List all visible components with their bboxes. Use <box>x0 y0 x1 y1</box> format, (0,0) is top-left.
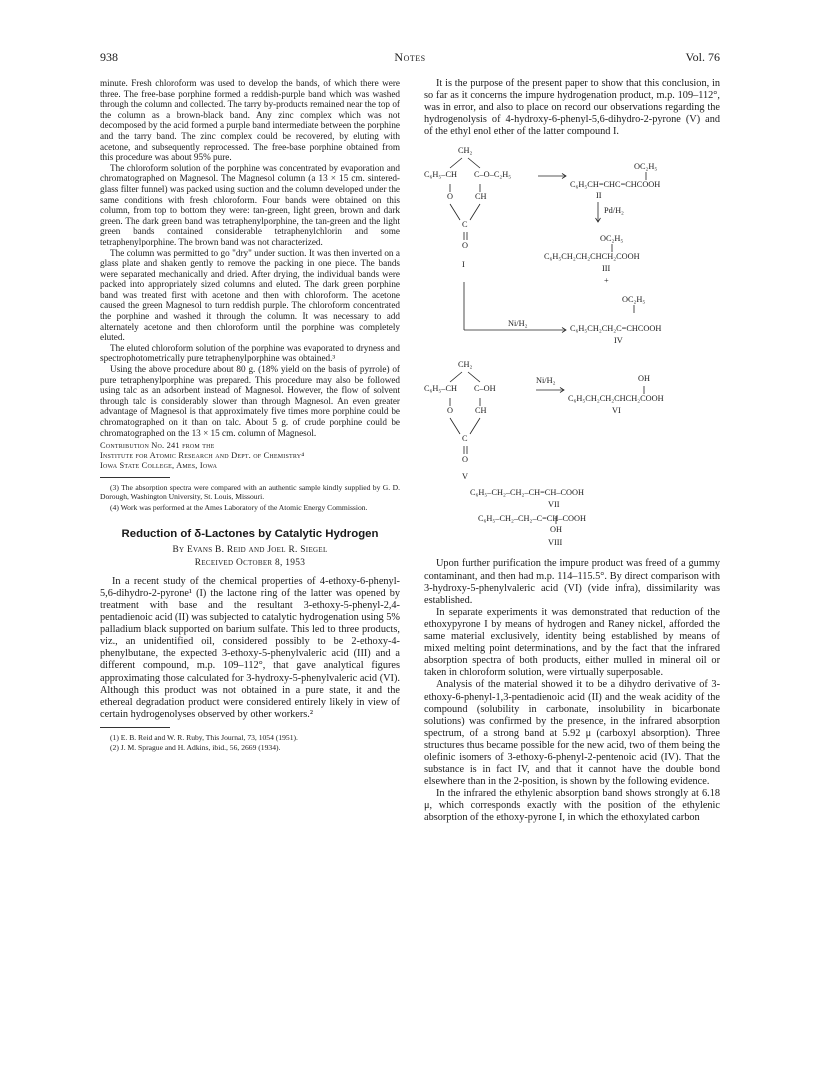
footnote-rule <box>100 477 170 478</box>
footnote: (1) E. B. Reid and W. R. Ruby, This Journal, 73, 1054 (1951). <box>110 732 298 742</box>
compound-label-IV: IV <box>614 336 623 346</box>
compound-label-III: III <box>602 264 611 274</box>
formula-c-oh: C–OH <box>474 384 496 394</box>
running-title: Notes <box>394 50 426 64</box>
reaction-scheme <box>424 142 720 546</box>
footnote-rule <box>100 727 170 728</box>
compound-label-VIII: VIII <box>548 538 563 548</box>
discussion-text <box>424 558 720 824</box>
paragraph: The chloroform solution of the porphine was concentrated by evaporation and chromatographed on Magnesol. The Magnesol column (a 13 × 15 cm. sintered-glass filter funnel) was packed using suction and the column developed under the same conditions with fresh chloroform. Four bands were obtained on this column, from top to bottom they were: tan-green, light green, brown and dark green. The dark green band was tetraphenylporphine, the tan-green and the light green bands contained considerable tetraphenylchlorin and some tetraphenylporphine. The brown band was not characterized. <box>100 162 400 247</box>
formula-oc2h5: OC₂H₅ <box>634 162 658 172</box>
running-head <box>100 50 720 66</box>
reagent-ni-h2: Ni/H₂ <box>508 319 528 329</box>
formula-oc2h5: OC₂H₅ <box>600 234 624 244</box>
carbonyl-oxygen: O <box>462 455 468 465</box>
volume-number: Vol. 76 <box>685 50 720 64</box>
plus-sign: + <box>604 276 609 286</box>
compound-label-V: V <box>462 472 468 482</box>
footnote: (3) The absorption spectra were compared with an authentic sample kindly supplied by G. D. Dorough, Washington University, St. Louis, Missouri. <box>100 483 400 502</box>
page-number: 938 <box>100 50 118 64</box>
ring-oxygen: O <box>447 192 453 202</box>
footnotes <box>100 733 400 752</box>
paragraph: The eluted chloroform solution of the porphine was evaporated to dryness and spectrophotometrically pure tetraphenylporphine was obtained.³ <box>100 342 400 364</box>
formula-ch2: CH₂ <box>458 146 473 156</box>
formula-ch: CH <box>475 192 487 202</box>
compound-label-VII: VII <box>548 500 560 510</box>
formula-c6h5-ch: C₆H₅–CH <box>424 384 457 394</box>
formula-ch2: CH₂ <box>458 360 473 370</box>
contribution-note <box>100 441 400 471</box>
scheme-bonds <box>424 142 720 546</box>
formula-VII: C₆H₅–CH₂–CH₂–CH=CH–COOH <box>470 488 584 498</box>
carbonyl-oxygen: O <box>462 241 468 251</box>
paragraph: In the infrared the ethylenic absorption band shows strongly at 6.18 μ, which corresponds exactly with the position of the ethylenic absorption of the ethoxy-pyrone I, in which the ethoxylated carbon <box>424 788 720 824</box>
paragraph: minute. Fresh chloroform was used to develop the bands, of which there were three. The free-base porphine formed a reddish-purple band which was washed through the column and collected. The tarry by-products remained near the top of the column as a brown-black band. Any zinc complex which was not decomposed by the acid formed a purple band intermediate between the porphine and the tarry band. The zinc complex could be recovered, by eluting with acetone, and subsequently reprocessed. The free-base porphine obtained from this procedure was about 95% pure. <box>100 78 400 163</box>
experimental-text <box>100 78 400 438</box>
compound-label-II: II <box>596 191 602 201</box>
formula-VI: C₆H₅CH₂CH₂CHCH₂COOH <box>568 394 664 404</box>
formula-oh: OH <box>638 374 650 384</box>
footnotes <box>100 483 400 512</box>
compound-label-VI: VI <box>612 406 621 416</box>
ring-oxygen: O <box>447 406 453 416</box>
paragraph: It is the purpose of the present paper to show that this conclusion, in so far as it concerns the impure hydrogenation product, m.p. 109–112°, was in error, and also to place on record our observations regarding the hydrogenolysis of 4-hydroxy-6-phenyl-5,6-dihydro-2-pyrone (V) and of the ethyl enol ether of the latter compound I. <box>424 78 720 138</box>
paragraph: In separate experiments it was demonstrated that reduction of the ethoxypyrone I by means of hydrogen and Raney nickel, afforded the same material exclusively, identity being established by means of mixed melting point determinations, and by the fact that the infrared absorption spectra of both products, either mulled in mineral oil or taken in chloroform solution, were virtually superposable. <box>424 606 720 679</box>
formula-c-oc2h5: C–O–C₂H₅ <box>474 170 512 180</box>
article-title: Reduction of δ-Lactones by Catalytic Hydrogen <box>121 527 379 540</box>
formula-III: C₆H₅CH₂CH₂CHCH₂COOH <box>544 252 640 262</box>
formula-II: C₆H₅CH=CHC=CHCOOH <box>570 180 661 190</box>
article-intro <box>100 576 400 721</box>
reagent-pd-h2: Pd/H₂ <box>604 206 624 216</box>
paragraph: The column was permitted to go "dry" under suction. It was then inverted on a glass plate and shaken gently to remove the packing in one piece. The bands were separated mechanically and dried. After drying, the individual bands were packed into appropriately sized columns and eluted. The dark green porphine band was treated first with acetone and then with chloroform. The acetone caused the green Magnesol to turn reddish purple. The chloroform concentrated the porphine and washed it through the column. It was necessary to add alternately acetone and then chloroform until the porphine was completely eluted. <box>100 247 400 343</box>
contribution-line: Iowa State College, Ames, Iowa <box>100 461 218 471</box>
compound-label-I: I <box>462 260 465 270</box>
received-date: Received October 8, 1953 <box>194 557 306 568</box>
footnote: (2) J. M. Sprague and H. Adkins, ibid., 56, 2669 (1934). <box>110 743 281 753</box>
paragraph: Upon further purification the impure product was freed of a gummy contaminant, and then had m.p. 114–115.5°. By direct comparison with 3-hydroxy-5-phenylvaleric acid (VI) (vide infra), dissimilarity was established. <box>424 558 720 606</box>
left-column <box>100 78 400 753</box>
formula-IV: C₆H₅CH₂CH₂C=CHCOOH <box>570 324 662 334</box>
carbonyl-carbon: C <box>462 220 468 230</box>
contribution-line: Contribution No. 241 from the <box>100 441 215 451</box>
formula-oc2h5: OC₂H₅ <box>622 295 646 305</box>
contribution-line: Institute for Atomic Research and Dept. of Chemistry⁴ <box>100 451 305 461</box>
formula-ch: CH <box>475 406 487 416</box>
carbonyl-carbon: C <box>462 434 468 444</box>
footnote: (4) Work was performed at the Ames Laboratory of the Atomic Energy Commission. <box>110 502 368 512</box>
reagent-ni-h2: Ni/H₂ <box>536 376 556 386</box>
purpose-text <box>424 78 720 138</box>
formula-VIII: C₆H₅–CH₂–CH₂–C=CH–COOH <box>478 514 586 524</box>
paragraph: In a recent study of the chemical properties of 4-ethoxy-6-phenyl-5,6-dihydro-2-pyrone¹ (I) the lactone ring of the latter was opened by treatment with base and the resultant 3-ethoxy-5-phenyl-2,4-pentadienoic acid (II) was subjected to catalytic hydrogenation using 5% palladium black supported on barium sulfate. This led to three products, viz., an unidentified oil, considered possibly to be 2-ethoxy-4-phenylbutane, the expected 3-ethoxy-5-phenylvaleric acid (III) and a different compound, m.p. 109–112°, that gave analytical figures approximating those calculated for 3-hydroxy-5-phenylvaleric acid (VI). Although this product was not obtained in a pure state, it and the ethereal degradation product were considered entirely likely in view of certain hydrogenolyses observed by other workers.² <box>100 575 400 720</box>
paragraph: Analysis of the material showed it to be a dihydro derivative of 3-ethoxy-6-phenyl-1,3-pentadienoic acid (II) and the weak acidity of the compound (solubility in carbonate, insolubility in bicarbonate solutions) was confirmed by the presence, in the infrared absorption spectrum, of a strong band at 5.92 μ (carboxyl absorption). Three structures thus became possible for the new acid, two of them being the olefinic isomers of 3-ethoxy-6-phenyl-2-pentenoic acid (IV). That the substance is in fact IV, and that it cannot have the double bond elsewhere than in the 2-position, is shown by the following evidence. <box>424 679 720 788</box>
paragraph: Using the above procedure about 80 g. (18% yield on the basis of pyrrole) of pure tetraphenylporphine was prepared. This procedure may also be followed using talc as an adsorbent instead of Magnesol. However, the flow of solvent through talc is considerably slower than through Magnesol. An even greater advantage of Magnesol is that approximately five times more porphine could be chromatographed on it than on talc. About 5 g. of crude porphine could be chromatographed on the 13 × 15 cm. column of Magnesol. <box>100 364 400 438</box>
formula-c6h5-ch: C₆H₅–CH <box>424 170 457 180</box>
formula-oh: OH <box>550 525 562 535</box>
right-column <box>424 78 720 825</box>
article-byline: By Evans B. Reid and Joel R. Siegel <box>172 544 328 555</box>
